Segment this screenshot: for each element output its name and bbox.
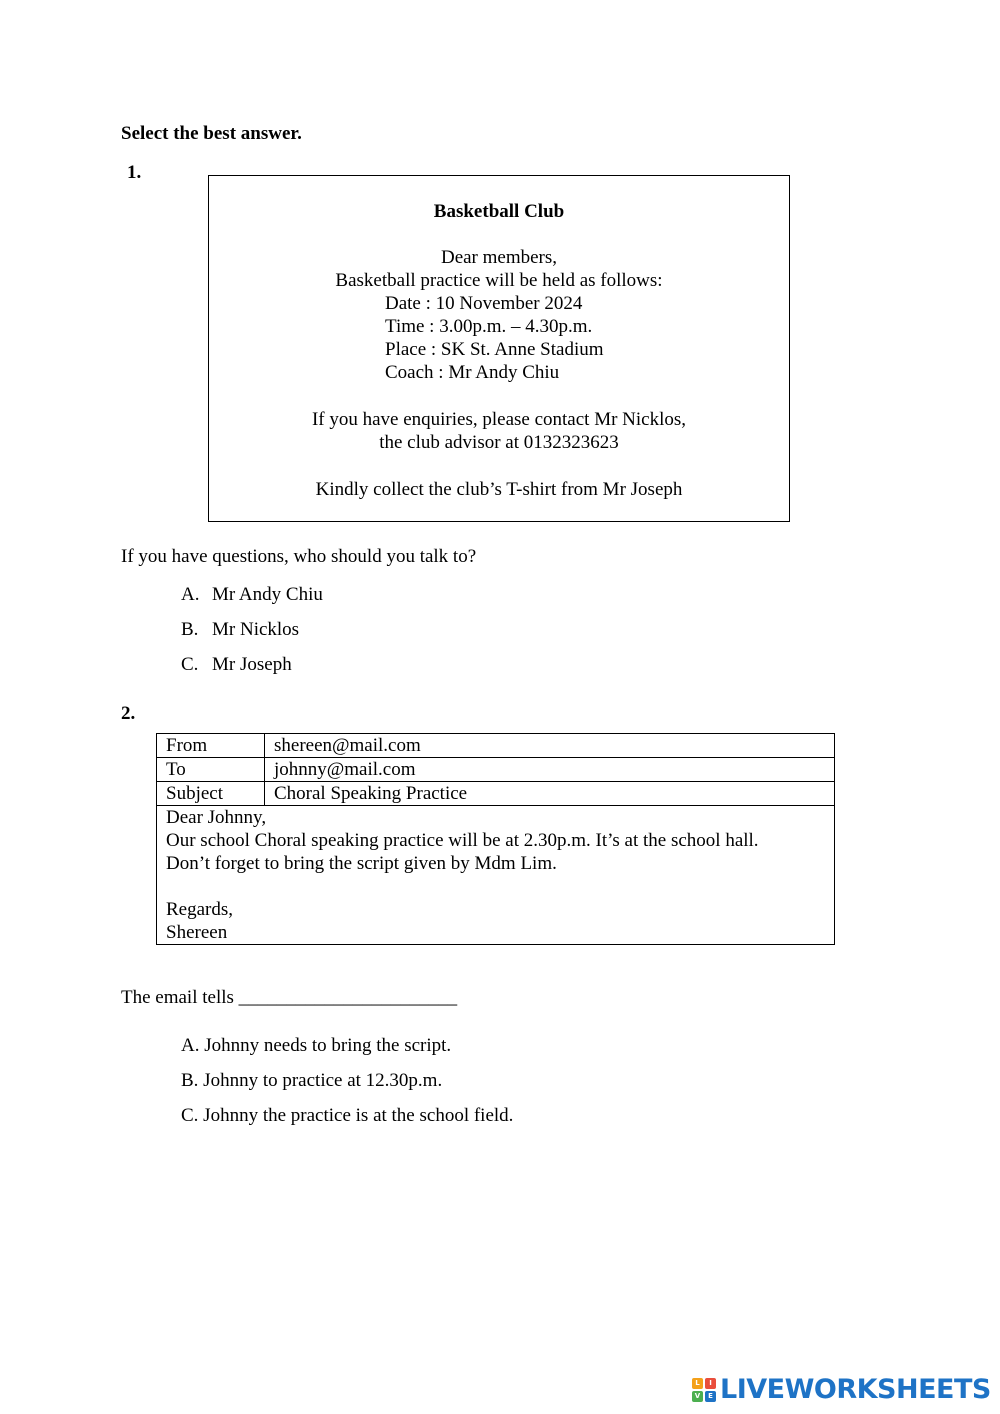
notice-time: Time : 3.00p.m. – 4.30p.m.	[385, 316, 593, 337]
email-to-row	[157, 758, 835, 782]
email-body-line-2: Don’t forget to bring the script given by Mdm Lim.	[166, 853, 557, 874]
email-from-row	[157, 734, 835, 758]
option-letter: B.	[181, 619, 199, 640]
email-table	[156, 733, 835, 945]
question-2-number: 2.	[121, 703, 136, 724]
notice-place: Place : SK St. Anne Stadium	[385, 339, 604, 360]
logo-tile: E	[705, 1391, 716, 1402]
option-letter: A.	[181, 584, 200, 605]
notice-intro: Basketball practice will be held as follows:	[335, 270, 663, 291]
question-2-text: The email tells _______________________	[121, 987, 458, 1008]
q2-option-a[interactable]: A. Johnny needs to bring the script.	[181, 1035, 452, 1056]
option-letter: C.	[181, 654, 199, 675]
notice-coach: Coach : Mr Andy Chiu	[385, 362, 560, 383]
logo-tile: I	[705, 1378, 716, 1389]
q1-option-c[interactable]	[181, 653, 292, 676]
email-subject-label: Subject	[157, 782, 265, 806]
option-text: Mr Nicklos	[212, 619, 300, 640]
q1-option-b[interactable]	[181, 618, 299, 641]
option-text: Mr Joseph	[212, 654, 292, 675]
logo-tile: V	[692, 1391, 703, 1402]
email-body-line-1: Our school Choral speaking practice will be at 2.30p.m. It’s at the school hall.	[166, 830, 759, 851]
logo-text: LIVEWORKSHEETS	[720, 1374, 991, 1405]
q2-option-b[interactable]: B. Johnny to practice at 12.30p.m.	[181, 1070, 443, 1091]
notice-date: Date : 10 November 2024	[385, 293, 583, 314]
liveworksheets-logo	[692, 1375, 991, 1405]
email-blank-line	[166, 875, 825, 898]
email-signature: Shereen	[166, 922, 228, 943]
q2-option-c[interactable]: C. Johnny the practice is at the school field.	[181, 1105, 514, 1126]
email-closing: Regards,	[166, 899, 234, 920]
notice-enquiry-line-2: the club advisor at 0132323623	[379, 432, 619, 453]
notice-greeting: Dear members,	[440, 247, 558, 268]
notice-collect: Kindly collect the club’s T-shirt from Mr Joseph	[315, 479, 683, 500]
question-1-number: 1.	[127, 162, 142, 183]
email-salutation: Dear Johnny,	[166, 807, 267, 828]
q1-option-a[interactable]	[181, 583, 323, 606]
notice-title: Basketball Club	[433, 201, 565, 222]
email-subject-row	[157, 782, 835, 806]
instruction: Select the best answer.	[121, 123, 302, 144]
email-to-value: johnny@mail.com	[265, 758, 835, 782]
logo-tile: L	[692, 1378, 703, 1389]
email-body	[157, 806, 835, 945]
email-subject-value: Choral Speaking Practice	[265, 782, 835, 806]
email-to-label: To	[157, 758, 265, 782]
email-from-label: From	[157, 734, 265, 758]
notice-enquiry-line-1: If you have enquiries, please contact Mr Nicklos,	[311, 409, 687, 430]
email-body-row	[157, 806, 835, 945]
option-text: Mr Andy Chiu	[212, 584, 323, 605]
notice-box	[208, 175, 790, 522]
logo-icon	[692, 1378, 716, 1402]
question-1-text: If you have questions, who should you talk to?	[121, 546, 477, 567]
notice-details	[385, 292, 604, 384]
email-from-value: shereen@mail.com	[265, 734, 835, 758]
